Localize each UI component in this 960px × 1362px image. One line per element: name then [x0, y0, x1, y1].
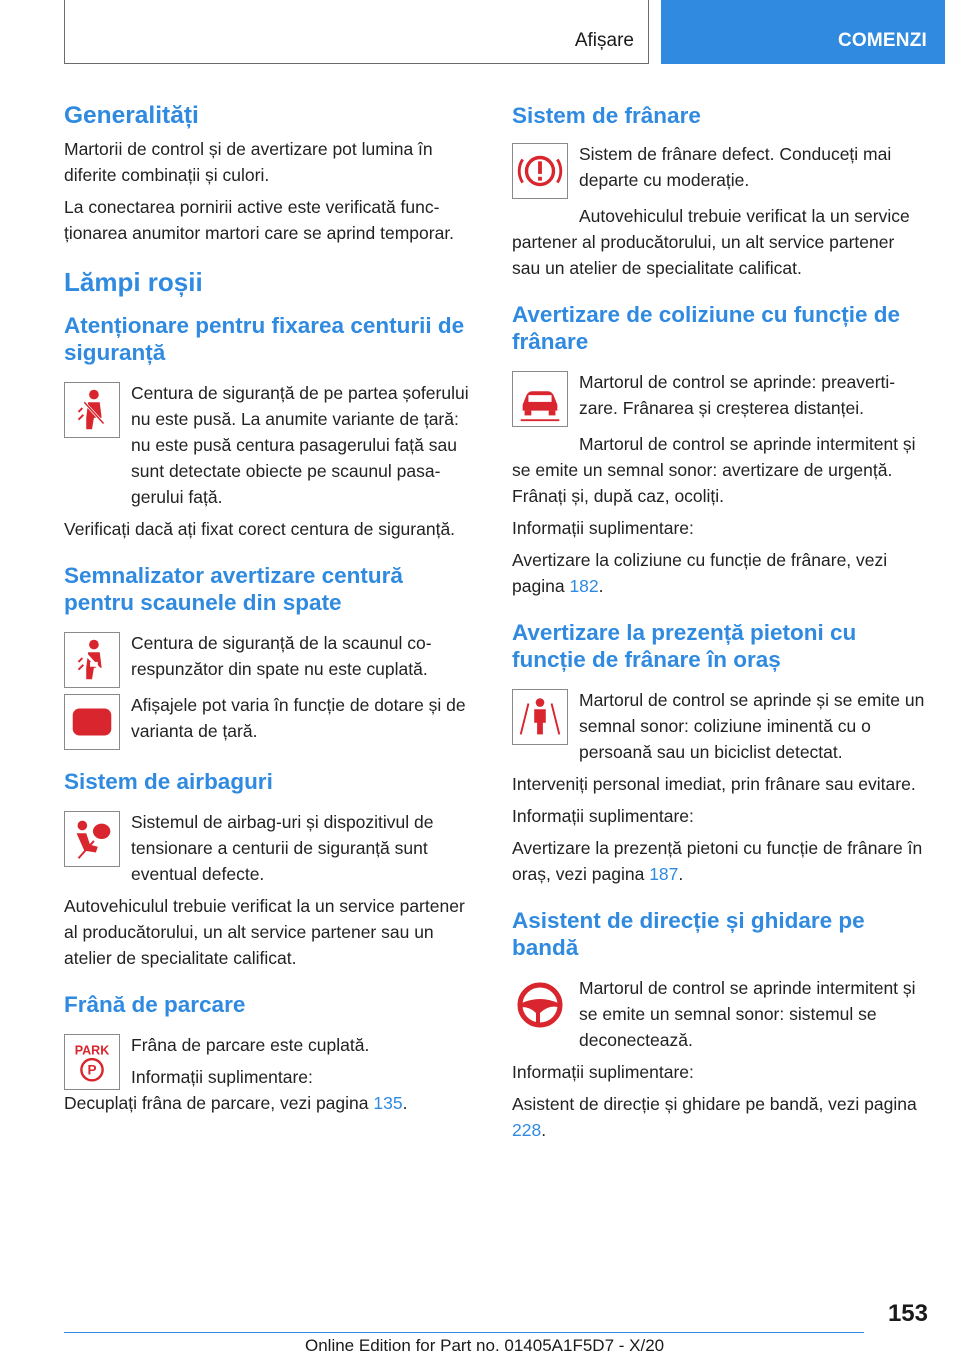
pietoni-text-1: Martorul de control se aprinde și se emite un semnal sonor: coliziune iminentă cu o persoană sau un biciclist detectat. [579, 690, 925, 762]
page-number: 153 [887, 1300, 928, 1327]
pietoni-text-4: Avertizare la prezență pietoni cu funcție de frânare în oraș, vezi pagina 187. [512, 838, 923, 884]
page-link-182[interactable]: 182 [569, 576, 599, 596]
semnalizator-indicator-block-1 [64, 630, 479, 686]
directie-text-2: Informații suplimentare: [512, 1062, 694, 1082]
frana-parcare-heading: Frână de parcare [64, 992, 246, 1017]
directie-indicator-block [512, 975, 927, 1053]
coliziune-text-2: Martorul de control se aprinde intermitent și se emite un semnal sonor: avertizare de urgență. Frânați și, după caz, ocoliți. [512, 434, 916, 506]
page-link-228[interactable]: 228 [512, 1120, 542, 1140]
franare-text-2-block [512, 203, 927, 281]
franare-text-1: Sistem de frânare defect. Conduceți mai departe cu moderație. [579, 144, 892, 190]
footer-edition-text: Online Edition for Part no. 01405A1F5D7 - X/20 [305, 1336, 665, 1355]
pietoni-heading: Avertizare la prezență pietoni cu funcție de frânare în oraș [512, 620, 857, 672]
coliziune-text-4: Avertizare la coliziune cu funcție de frânare, vezi pagina 182. [512, 550, 888, 596]
left-column [64, 100, 479, 1122]
header-chapter-tab[interactable] [661, 0, 945, 64]
pietoni-text-2: Interveniți personal imediat, prin frânare sau evitare. [512, 774, 916, 794]
park-icon-letter: P [87, 1062, 97, 1078]
semnalizator-indicator-block-2 [64, 692, 479, 748]
pietoni-text-3: Informații suplimentare: [512, 806, 694, 826]
generalitati-heading: Generalități [64, 102, 199, 129]
seatbelt-warning-icon [64, 382, 120, 438]
airbag-text-1: Sistemul de airbag-uri și dispozitivul de tensionare a centurii de siguranță sunt eventual defecte. [131, 812, 434, 884]
generalitati-text-2: La conectarea pornirii active este verificată funcționarea anumitor martori care se aprind temporar. [64, 197, 455, 243]
parking-brake-icon [64, 1034, 120, 1090]
header-chapter-label: COMENZI [837, 30, 927, 51]
header-section-label: Afișare [574, 30, 634, 51]
frana-parcare-text-1: Frâna de parcare este cuplată. [131, 1035, 370, 1055]
park-icon-text: PARK [74, 1043, 110, 1058]
header-section-tab [64, 0, 649, 64]
brake-system-warning-icon [512, 143, 568, 199]
collision-warning-icon [512, 371, 568, 427]
airbag-indicator-block [64, 809, 479, 887]
semnalizator-text-2: Afișajele pot varia în funcție de dotare și de varianta de țară. [131, 695, 466, 741]
centura-text-2: Verificați dacă ați fixat corect centura de siguranță. [64, 519, 456, 539]
footer-divider [64, 1332, 864, 1333]
airbag-heading: Sistem de airbaguri [64, 769, 273, 794]
frana-parcare-indicator-block [64, 1032, 479, 1090]
coliziune-indicator-block [512, 369, 927, 425]
lampi-rosii-heading: Lămpi roșii [64, 267, 203, 297]
centura-indicator-block [64, 380, 479, 510]
pedestrian-warning-icon [512, 689, 568, 745]
franare-heading: Sistem de frânare [512, 103, 701, 128]
pietoni-indicator-block [512, 687, 927, 765]
steering-wheel-icon [512, 977, 568, 1033]
directie-text-3: Asistent de direcție și ghidare pe bandă, vezi pagina 228. [512, 1094, 917, 1140]
semnalizator-text-1: Centura de siguranță de la scaunul corespunzător din spate nu este cuplată. [131, 633, 432, 679]
rear-seatbelt-icon [64, 632, 120, 688]
semnalizator-heading: Semnalizator avertizare centură pentru scaunele din spate [64, 563, 403, 615]
franare-indicator-block [512, 141, 927, 197]
airbag-text-2: Autovehiculul trebuie verificat la un service partener al producătorului, un alt service partener sau un atelier de specialitate calificat. [64, 896, 465, 968]
rear-seat-display-icon [64, 694, 120, 750]
directie-heading: Asistent de direcție și ghidare pe bandă [512, 908, 865, 960]
right-column [512, 100, 927, 1149]
frana-parcare-text-3: Decuplați frâna de parcare, vezi pagina 135. [64, 1093, 408, 1113]
coliziune-heading: Avertizare de coliziune cu funcție de frânare [512, 302, 901, 354]
page-link-187[interactable]: 187 [649, 864, 679, 884]
airbag-warning-icon [64, 811, 120, 867]
frana-parcare-text-2: Informații suplimentare: [131, 1067, 313, 1087]
centura-text-1: Centura de siguranță de pe partea șoferului nu este pusă. La anumite variante de țară: nu este pusă centura pasagerului față sau sunt detectate obiecte pe scaunul pasagerului față. [131, 383, 469, 507]
franare-text-2: Autovehiculul trebuie verificat la un service partener al producătorului, un alt service partener sau un atelier de specialitate calificat. [512, 206, 910, 278]
generalitati-text-1: Martorii de control și de avertizare pot lumina în diferite combinații și culori. [64, 139, 433, 185]
page-link-135[interactable]: 135 [373, 1093, 403, 1113]
directie-text-1: Martorul de control se aprinde intermitent și se emite un semnal sonor: sistemul se deconectează. [579, 978, 916, 1050]
coliziune-text-3: Informații suplimentare: [512, 518, 694, 538]
centura-heading: Atenționare pentru fixarea centurii de siguranță [64, 313, 465, 365]
coliziune-text-1: Martorul de control se aprinde: preavertizare. Frânarea și creșterea distanței. [579, 372, 896, 418]
